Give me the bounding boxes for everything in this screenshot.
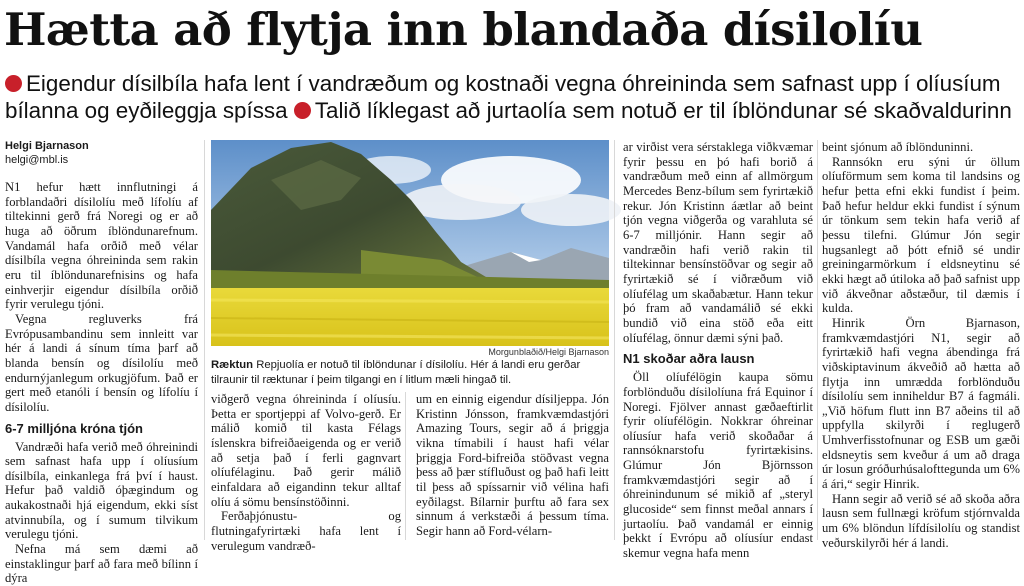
red-bullet-icon <box>5 75 22 92</box>
section-heading: 6-7 milljóna króna tjón <box>5 420 143 436</box>
column-4 <box>623 140 813 561</box>
section-heading: N1 skoðar aðra lausn <box>623 351 755 367</box>
rapeseed-field-mountain-image <box>211 140 609 346</box>
column-2 <box>211 392 401 553</box>
column-divider <box>405 392 406 540</box>
headline: Hætta að flytja inn blandaða dísilolíu <box>4 3 923 56</box>
column-divider <box>204 140 205 540</box>
photo-caption <box>211 358 609 388</box>
subhead-line-2: bílanna og eyðileggja spíssa Talið líklegast að jurtaolía sem notuð er til íblöndunar sé skaðvaldurinn <box>5 98 1012 123</box>
paragraph: Ferðaþjónustu- og flutningafyrirtæki hafa lent í verulegum vandræð- <box>211 509 401 553</box>
red-bullet-icon <box>294 102 311 119</box>
paragraph: Vegna regluverks frá Evrópusambandinu sem innleitt var hér á landi á sínum tíma þarf að blanda bensín og dísilolíu með endurnýjanlegum orkugjöfum. Það er gert með etanóli í bensín og lífolíu í dísilolíu. <box>5 311 198 414</box>
byline <box>5 139 89 167</box>
column-3 <box>416 392 609 540</box>
column-divider <box>817 140 818 540</box>
paragraph: Nefna má sem dæmi að einstaklingur þarf að fara með bílinn í dýra <box>5 542 198 586</box>
paragraph: N1 hefur hætt innflutningi á forblandaðri dísilolíu með lífolíu af tiltekinni gerð frá Noregi og er að huga að öðrum íblöndunarefnum. Vandamál hafa orðið með vélar dísilbíla vegna óhreininda sem rakin eru til íblöndunarefnisins og hafa einhverjir eigendur dísilbíla orðið fyrir verulegu tjóni. <box>5 180 198 312</box>
paragraph: Hinrik Örn Bjarnason, framkvæmdastjóri N1, segir að fyrirtækið hafi vegna ábendinga frá viðskiptavinum ákveðið að hætta að flytja inn umrædda forblönduðu dísilolíu sem inniheldur B7 á fagmáli. „Við höfum flutt inn B7 aðeins til að uppfylla skilyrði í reglugerð Umhverfisstofnunar og ESB um gæði eldsneytis sem kveður á um að draga úr losun gróðurhúsalofttegunda um 6% á ári,“ segir Hinrik. <box>822 315 1020 492</box>
paragraph: Öll olíufélögin kaupa sömu forblönduðu dísilolíuna frá Equinor í Noregi. Fjölver annast gæðaeftirlit fyrir olíufélögin. Nokkrar óhreinar olíusíur hafa verið skoðaðar á rannsóknarstofu fyrirtækisins. Glúmur Jón Björnsson framkvæmdastjóri segir að í óhreinindunum sé mikið af „steryl glucoside“ sem finnst meðal annars í jurtaolíu. Það vandamál er einnig þekkt í Evrópu að olíusíur endast skemur vegna hafa menn <box>623 370 813 561</box>
caption-title: Ræktun <box>211 359 254 371</box>
caption-text: Repjuolía er notuð til íblöndunar í dísilolíu. Hér á landi eru gerðar tilraunir til ræktunar í þeim tilgangi en í litlum mæli hingað til. <box>211 359 581 386</box>
paragraph: Rannsókn eru sýni úr öllum olíuförmum sem koma til landsins og hefur þetta efni ekki fundist í þeim. Það hefur heldur ekki fundist í sýnum úr tönkum sem tekin hafa verið af þessu tilefni. Glúmur Jón segir hugsanlegt að þótt efnið sé undir greiningarmörkum í eldsneytinu sé ekki hægt að útiloka að það safnist upp við ákveðnar aðstæður, til dæmis í kulda. <box>822 154 1020 316</box>
paragraph: beint sjónum að íblönduninni. <box>822 140 974 154</box>
paragraph: Vandræði hafa verið með óhreinindi sem safnast hafa upp í olíusíum dísilbíla, einkanlega frá því í haust. Hefur það valdið óþægindum og aukakostnaði hjá eigendum, ekki síst atvinnubíla, og í sumum tilvikum verulegu tjóni. <box>5 439 198 542</box>
column-divider <box>614 140 615 540</box>
paragraph: ar virðist vera sérstaklega viðkvæmar fyrir þessu en þó hafi borið á vandræðum með einn af allmörgum Mercedes Benz-bílum sem fyrirtækið rekur. Jón Kristinn áætlar að beint tjón vegna viðgerða og varahluta sé 6-7 milljónir. Hann segir að vandræðin hafi verið rakin til tiltekinnar bensínstöðvar og segir að fyrirtækið sé í viðræðum við olíufélag um skaðabætur. Hann tekur þó fram að vandamálið sé ekki bundið við eina stöð eða eitt olíufélag, önnur dæmi sýni það. <box>623 140 813 345</box>
subhead-line-1: Eigendur dísilbíla hafa lent í vandræðum og kostnaði vegna óhreininda sem safnast upp í olíusíum <box>5 70 1020 97</box>
article-photo <box>211 140 609 346</box>
photo-credit: Morgunblaðið/Helgi Bjarnason <box>488 347 609 357</box>
column-5 <box>822 140 1020 550</box>
subhead <box>5 70 1020 124</box>
paragraph: um en einnig eigendur dísiljeppa. Jón Kristinn Jónsson, framkvæmdastjóri Amazing Tours, segir að á þriggja vikna tímabili í haust hafi vélar þriggja Ford-bifreiða stöðvast vegna þess að þær stífluðust og það hafi leitt til þess að spíssarnir við vélina hafi eyðilagst. Bílarnir þurftu að fara sex sinnum á verkstæði á þessum tíma. Segir hann að Ford-vélarn- <box>416 392 609 538</box>
paragraph: Hann segir að verið sé að skoða aðra lausn sem fullnægi kröfum stjórnvalda um 6% blöndun lífdísilolíu og standist veðurskilyrði hér á landi. <box>822 491 1020 550</box>
paragraph: viðgerð vegna óhreininda í olíusíu. Þetta er sportjeppi af Volvo-gerð. Er málið komið til kasta Félags íslenskra bifreiðaeigenda og er verið að setja það í ferli gagnvart olíufélaginu. Það gerir málið einfaldara að eigandinn tekur alltaf olíu á sömu bensínstöðinni. <box>211 392 401 509</box>
author-name: Helgi Bjarnason <box>5 140 89 152</box>
author-email[interactable]: helgi@mbl.is <box>5 154 69 166</box>
column-1 <box>5 180 198 586</box>
